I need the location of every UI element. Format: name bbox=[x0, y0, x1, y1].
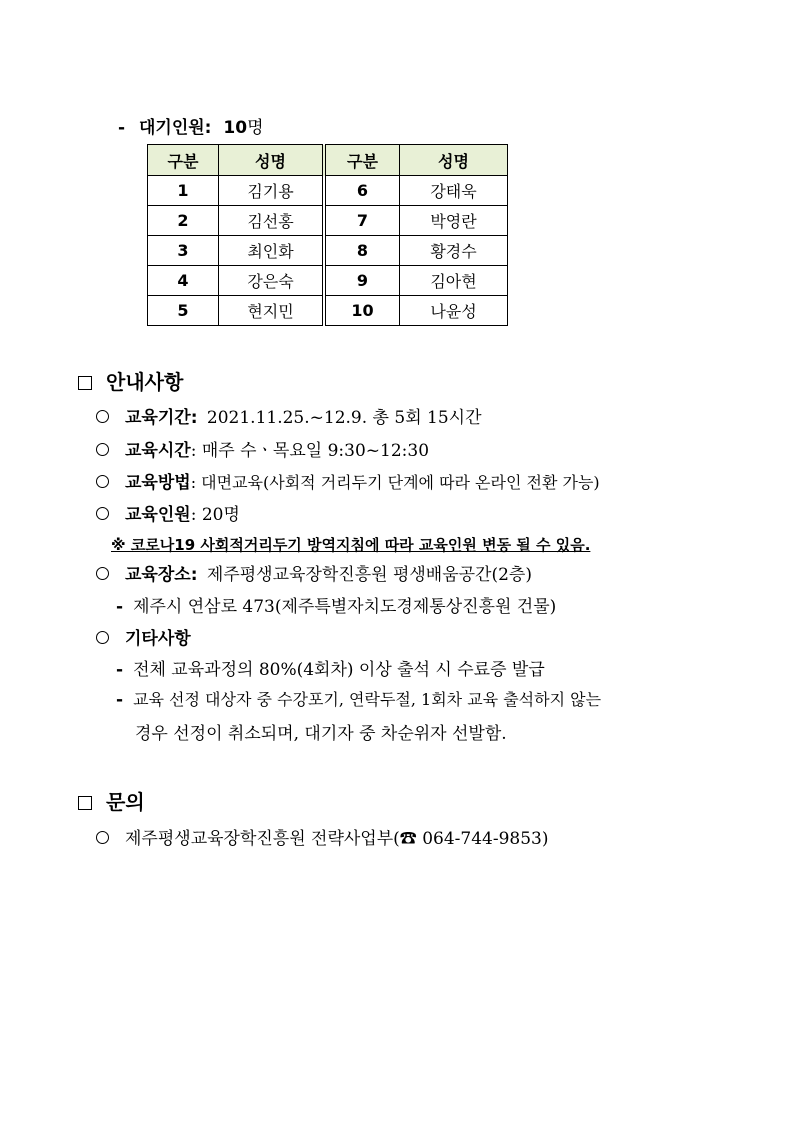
cell-no: 1 bbox=[148, 176, 219, 206]
cell-no: 2 bbox=[148, 206, 219, 236]
etc-line-1 bbox=[116, 655, 545, 680]
cell-no: 10 bbox=[324, 296, 400, 326]
people-value: : 20명 bbox=[190, 505, 240, 525]
cell-no: 3 bbox=[148, 236, 219, 266]
table-row bbox=[148, 266, 508, 296]
circle-bullet-icon bbox=[96, 507, 109, 520]
method-label: 교육방법 bbox=[125, 473, 191, 493]
circle-bullet-icon bbox=[96, 567, 109, 580]
dash-marker: - bbox=[116, 690, 124, 710]
waiting-count-number: 10 bbox=[223, 118, 248, 138]
item-etc bbox=[96, 624, 191, 649]
cell-no: 4 bbox=[148, 266, 219, 296]
section-title-inquiry bbox=[78, 786, 145, 815]
place-detail-line bbox=[116, 592, 556, 617]
waiting-count-unit: 명 bbox=[247, 118, 264, 138]
etc-line-2-cont bbox=[135, 719, 507, 744]
cell-no: 7 bbox=[324, 206, 400, 236]
etc-text-1: 전체 교육과정의 80%(4회차) 이상 출석 시 수료증 발급 bbox=[133, 660, 545, 680]
cell-name: 김기용 bbox=[219, 176, 325, 206]
circle-bullet-icon bbox=[96, 410, 109, 423]
guide-title: 안내사항 bbox=[106, 370, 184, 394]
cell-no: 6 bbox=[324, 176, 400, 206]
checkbox-square-icon bbox=[78, 796, 92, 810]
item-place bbox=[96, 560, 532, 585]
circle-bullet-icon bbox=[96, 631, 109, 644]
circle-bullet-icon bbox=[96, 831, 109, 844]
place-value: 제주평생교육장학진흥원 평생배움공간(2층) bbox=[206, 565, 532, 585]
dash-marker: - bbox=[118, 118, 126, 138]
dash-marker: - bbox=[116, 597, 124, 617]
cell-no: 8 bbox=[324, 236, 400, 266]
place-label: 교육장소: bbox=[125, 565, 198, 585]
cell-name: 최인화 bbox=[219, 236, 325, 266]
circle-bullet-icon bbox=[96, 475, 109, 488]
table-row bbox=[148, 296, 508, 326]
header-name-1: 성명 bbox=[219, 145, 325, 176]
table-row bbox=[148, 236, 508, 266]
etc-line-2 bbox=[116, 687, 601, 710]
header-no-1: 구분 bbox=[148, 145, 219, 176]
inquiry-title: 문의 bbox=[106, 790, 145, 814]
etc-text-2a: 교육 선정 대상자 중 수강포기, 연락두절, 1회차 교육 출석하지 않는 bbox=[133, 690, 602, 709]
time-value: : 매주 수ㆍ목요일 9:30~12:30 bbox=[190, 441, 430, 461]
header-no-2: 구분 bbox=[324, 145, 400, 176]
item-period bbox=[96, 403, 482, 428]
waiting-heading bbox=[118, 113, 264, 138]
cell-name: 강태욱 bbox=[400, 176, 508, 206]
covid-notice: ※ 코로나19 사회적거리두기 방역지침에 따라 교육인원 변동 될 수 있음. bbox=[111, 536, 591, 554]
method-value: : 대면교육(사회적 거리두기 단계에 따라 온라인 전환 가능) bbox=[190, 473, 600, 492]
cell-name: 강은숙 bbox=[219, 266, 325, 296]
cell-name: 현지민 bbox=[219, 296, 325, 326]
cell-name: 나윤성 bbox=[400, 296, 508, 326]
cell-name: 김아현 bbox=[400, 266, 508, 296]
cell-no: 9 bbox=[324, 266, 400, 296]
cell-name: 박영란 bbox=[400, 206, 508, 236]
item-method bbox=[96, 468, 600, 493]
item-people bbox=[96, 500, 240, 525]
cell-name: 김선홍 bbox=[219, 206, 325, 236]
inquiry-text: 제주평생교육장학진흥원 전략사업부(☎ 064-744-9853) bbox=[125, 829, 549, 849]
period-value: 2021.11.25.~12.9. 총 5회 15시간 bbox=[206, 408, 482, 428]
etc-label: 기타사항 bbox=[125, 629, 191, 649]
item-inquiry bbox=[96, 824, 548, 849]
header-name-2: 성명 bbox=[400, 145, 508, 176]
cell-name: 황경수 bbox=[400, 236, 508, 266]
checkbox-square-icon bbox=[78, 376, 92, 390]
waiting-list-table bbox=[147, 144, 508, 326]
section-title-guide bbox=[78, 366, 183, 395]
cell-no: 5 bbox=[148, 296, 219, 326]
time-label: 교육시간 bbox=[125, 441, 191, 461]
period-label: 교육기간: bbox=[125, 408, 198, 428]
table-row bbox=[148, 176, 508, 206]
dash-marker: - bbox=[116, 660, 124, 680]
circle-bullet-icon bbox=[96, 443, 109, 456]
etc-text-2b: 경우 선정이 취소되며, 대기자 중 차순위자 선발함. bbox=[135, 724, 507, 744]
item-time bbox=[96, 436, 429, 461]
table-row bbox=[148, 206, 508, 236]
people-label: 교육인원 bbox=[125, 505, 191, 525]
place-detail: 제주시 연삼로 473(제주특별자치도경제통상진흥원 건물) bbox=[133, 597, 557, 617]
waiting-label: 대기인원: bbox=[138, 118, 212, 138]
table-header-row bbox=[148, 145, 508, 176]
